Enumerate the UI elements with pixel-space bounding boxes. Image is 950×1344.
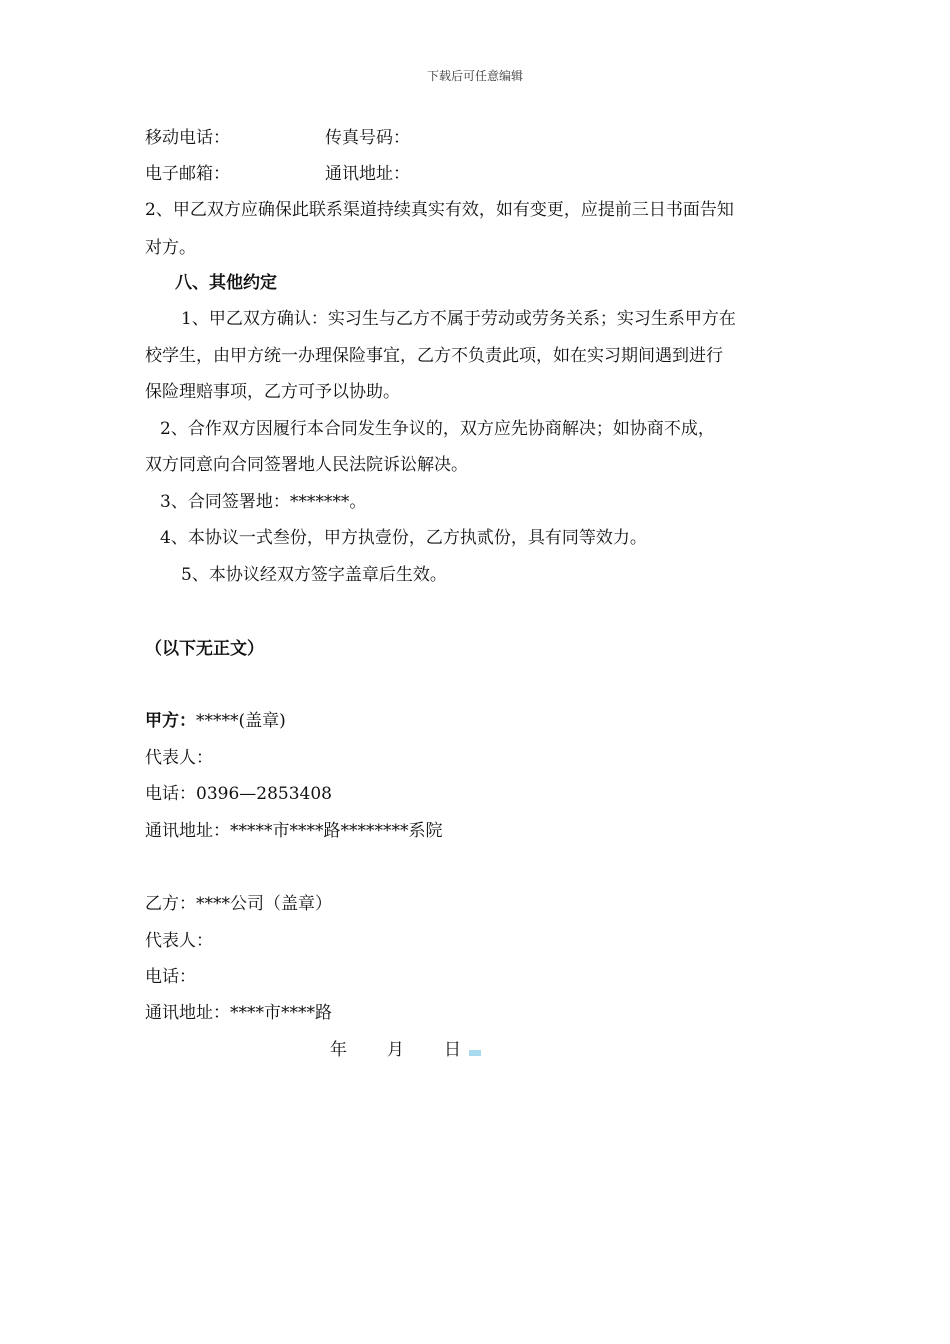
party-b-representative: 代表人： <box>145 931 213 951</box>
mobile-label: 移动电话： <box>145 128 230 148</box>
party-a-phone: 电话：0396—2853408 <box>145 784 332 804</box>
section-8-item1-line3: 保险理赔事项，乙方可予以协助。 <box>145 382 400 402</box>
party-a-label: 甲方： <box>145 711 196 731</box>
section-8-item5: 5、本协议经双方签字盖章后生效。 <box>181 565 447 585</box>
header-note: 下载后可任意编辑 <box>426 69 523 83</box>
date-year: 年 <box>330 1040 347 1060</box>
section-8-item2-line2: 双方同意向合同签署地人民法院诉讼解决。 <box>145 455 468 475</box>
party-b-phone: 电话： <box>145 967 196 987</box>
party-a-name: *****(盖章) <box>196 711 286 731</box>
section-8-title: 八、其他约定 <box>175 273 277 293</box>
party-b-address: 通讯地址：****市****路 <box>145 1003 332 1023</box>
no-text-below: （以下无正文） <box>145 639 264 659</box>
date-day: 日 <box>444 1040 461 1060</box>
party-a-line <box>145 709 286 733</box>
address-label: 通讯地址： <box>325 164 410 184</box>
section-8-item1-line1: 1、甲乙双方确认：实习生与乙方不属于劳动或劳务关系；实习生系甲方在 <box>181 309 736 329</box>
fax-label: 传真号码： <box>325 128 410 148</box>
section-8-item2-line1: 2、合作双方因履行本合同发生争议的，双方应先协商解决；如协商不成， <box>160 419 715 439</box>
section-8-item1-line2: 校学生，由甲方统一办理保险事宜，乙方不负责此项，如在实习期间遇到进行 <box>145 346 723 366</box>
signing-date <box>330 1038 481 1062</box>
section-8-item4: 4、本协议一式叁份，甲方执壹份，乙方执贰份，具有同等效力。 <box>160 528 647 548</box>
text-cursor-mark <box>469 1050 481 1056</box>
date-month: 月 <box>387 1040 404 1060</box>
party-b-name: 乙方：****公司（盖章） <box>145 894 332 914</box>
clause-2-line1: 2、甲乙双方应确保此联系渠道持续真实有效，如有变更，应提前三日书面告知 <box>145 200 734 220</box>
party-a-address: 通讯地址：*****市****路********系院 <box>145 821 443 841</box>
clause-2-line2: 对方。 <box>145 238 196 258</box>
section-8-item3: 3、合同签署地：*******。 <box>160 492 367 512</box>
party-a-representative: 代表人： <box>145 748 213 768</box>
email-label: 电子邮箱： <box>145 164 230 184</box>
